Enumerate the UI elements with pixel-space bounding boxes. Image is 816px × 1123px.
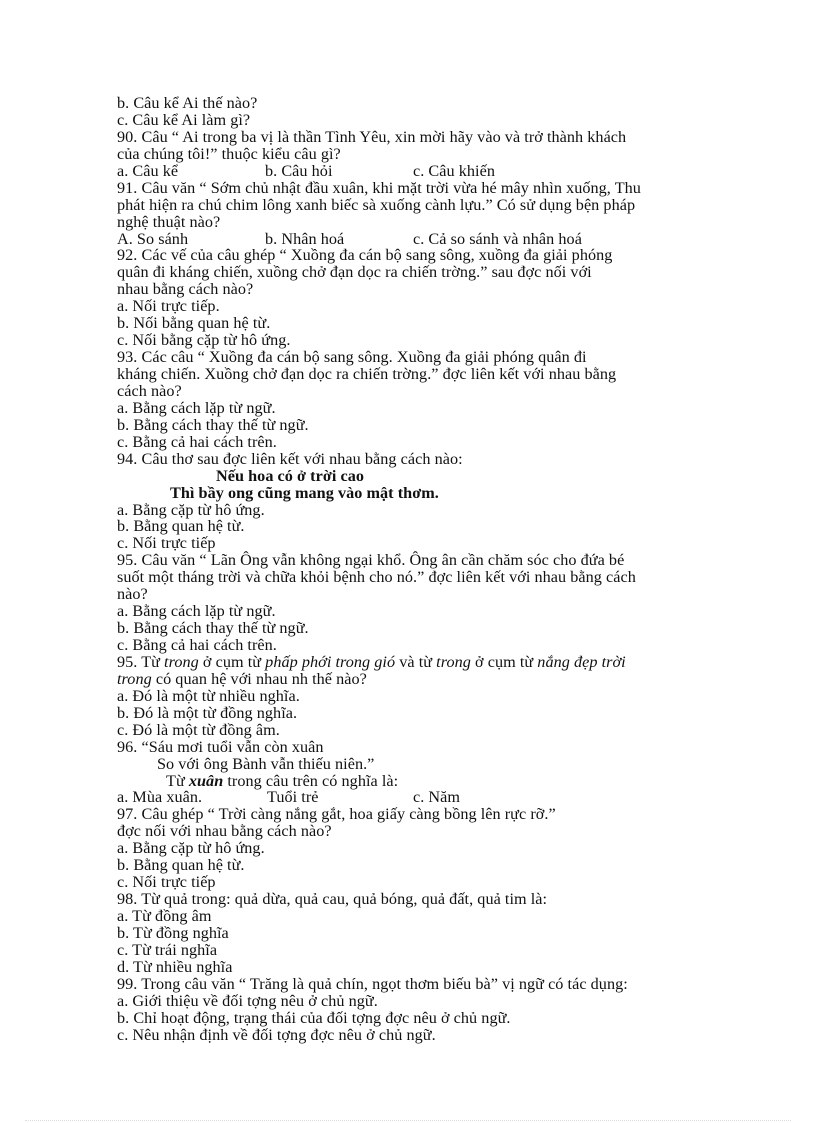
option-c: c. Từ trái nghĩa (117, 940, 218, 959)
question-91: 91. Câu văn “ Sớm chủ nhật đầu xuân, khi mặt trời vừa hé mây nhìn xuống, Thu (117, 178, 641, 197)
option-a: a. Nối trực tiếp. (117, 297, 220, 316)
option-c: c. Đó là một từ đồng âm. (117, 720, 280, 739)
text-line: suốt một tháng trời và chữa khỏi bệnh cho nó.” đợc liên kết với nhau bằng cách (117, 568, 636, 587)
question-93: 93. Các câu “ Xuồng đa cán bộ sang sông. Xuồng đa giải phóng quân đi (117, 348, 587, 367)
question-90: 90. Câu “ Ai trong ba vị là thần Tình Yêu, xin mời hãy vào và trở thành khách (117, 127, 627, 146)
italic-phrase: nắng đẹp trời (537, 652, 626, 671)
option-c: c. Năm (413, 788, 461, 807)
option-b: b. Bằng cách thay thế từ ngữ. (117, 619, 309, 638)
option-c: c. Bằng cả hai cách trên. (117, 432, 277, 451)
option-c: c. Bằng cả hai cách trên. (117, 636, 277, 654)
italic-word: trong (117, 669, 152, 688)
poem-line: Thì bầy ong cũng mang vào mật thơm. (170, 483, 439, 502)
option-c: c. Câu khiến (413, 161, 495, 180)
text-line: Từ xuân trong câu trên có nghĩa là: (166, 771, 399, 790)
option-d: d. Từ nhiều nghĩa (117, 957, 233, 976)
option-a: a. Bằng cặp từ hô ứng. (117, 500, 265, 519)
question-94: 94. Câu thơ sau đợc liên kết với nhau bằng cách nào: (117, 449, 463, 468)
option-b: b. Đó là một từ đồng nghĩa. (117, 703, 298, 722)
question-99: 99. Trong câu văn “ Trăng là quả chín, ngọt thơm biếu bà” vị ngữ có tác dụng: (117, 974, 628, 993)
text-line: nghệ thuật nào? (117, 212, 221, 231)
text-line: đợc nối với nhau bằng cách nào? (117, 822, 332, 841)
question-98: 98. Từ quả trong: quả dừa, quả cau, quả bóng, quả đất, quả tim là: (117, 890, 548, 909)
text-line: b. Câu kể Ai thế nào? (117, 94, 258, 112)
answer-options-row (117, 231, 757, 248)
text-line: nhau bằng cách nào? (117, 280, 254, 299)
italic-phrase: phấp phới trong gió (265, 652, 396, 671)
text-line: quân đi kháng chiến, xuồng chở đạn dọc ra chiến trờng.” sau đợc nối với (117, 263, 592, 282)
option-b: b. Nối bằng quan hệ từ. (117, 314, 271, 333)
option-a: a. Bằng cặp từ hô ứng. (117, 839, 265, 858)
question-96: 96. “Sáu mơi tuổi vẫn còn xuân (117, 737, 324, 756)
option-b: b. Từ đồng nghĩa (117, 923, 229, 942)
option-a: A. So sánh (117, 229, 189, 248)
text-line: c. Câu kể Ai làm gì? (117, 110, 251, 129)
option-c: c. Nối trực tiếp (117, 873, 216, 892)
poem-line: So với ông Bành vẫn thiếu niên.” (157, 754, 375, 773)
text-line: nào? (117, 585, 148, 604)
answer-options-row (117, 789, 757, 806)
question-97: 97. Câu ghép “ Trời càng nắng gắt, hoa giấy càng bồng lên rực rỡ.” (117, 805, 556, 824)
question-95b: 95. Từ trong ở cụm từ phấp phới trong gió và từ trong ở cụm từ nắng đẹp trời (117, 652, 626, 671)
option-a: a. Giới thiệu về đối tợng nêu ở chủ ngữ. (117, 991, 378, 1010)
italic-word: trong (164, 652, 199, 671)
option-b: b. Nhân hoá (265, 229, 345, 248)
page-divider (25, 1120, 791, 1121)
option-c: c. Nối bằng cặp từ hô ứng. (117, 331, 291, 350)
option-c: c. Nêu nhận định về đối tợng đợc nêu ở chủ ngữ. (117, 1025, 436, 1044)
text-line: trong có quan hệ với nhau nh thế nào? (117, 669, 367, 688)
option-c: c. Nối trực tiếp (117, 534, 216, 553)
document-page (117, 95, 757, 1044)
option-a: a. Mùa xuân. (117, 788, 203, 807)
italic-word: trong (436, 652, 471, 671)
option-b: Tuổi trẻ (267, 788, 319, 807)
option-b: b. Câu hỏi (265, 161, 333, 180)
option-b: b. Bằng cách thay thế từ ngữ. (117, 415, 309, 434)
answer-options-row (117, 163, 757, 180)
option-c: c. Cả so sánh và nhân hoá (413, 229, 582, 248)
option-a: a. Bằng cách lặp từ ngữ. (117, 398, 276, 417)
question-92: 92. Các vế của câu ghép “ Xuồng đa cán bộ sang sông, xuồng đa giải phóng (117, 246, 613, 265)
option-a: a. Bằng cách lặp từ ngữ. (117, 602, 276, 621)
bold-italic-word: xuân (188, 771, 224, 790)
text-line: của chúng tôi!” thuộc kiểu câu gì? (117, 144, 341, 163)
poem-line: Nếu hoa có ở trời cao (216, 466, 365, 485)
option-b: b. Chỉ hoạt động, trạng thái của đối tợng đợc nêu ở chủ ngữ. (117, 1008, 511, 1027)
option-a: a. Câu kể (117, 161, 179, 180)
question-95: 95. Câu văn “ Lãn Ông vẫn không ngại khổ. Ông ân cần chăm sóc cho đứa bé (117, 551, 625, 570)
option-b: b. Bằng quan hệ từ. (117, 856, 245, 875)
text-line: cách nào? (117, 381, 182, 400)
text-line: phát hiện ra chú chim lông xanh biếc sà xuống cành lựu.” Có sử dụng bện pháp (117, 195, 636, 214)
option-b: b. Bằng quan hệ từ. (117, 517, 245, 536)
text-line: kháng chiến. Xuồng chở đạn dọc ra chiến trờng.” đợc liên kết với nhau bằng (117, 365, 617, 383)
option-a: a. Từ đồng âm (117, 907, 212, 925)
option-a: a. Đó là một từ nhiều nghĩa. (117, 686, 300, 705)
